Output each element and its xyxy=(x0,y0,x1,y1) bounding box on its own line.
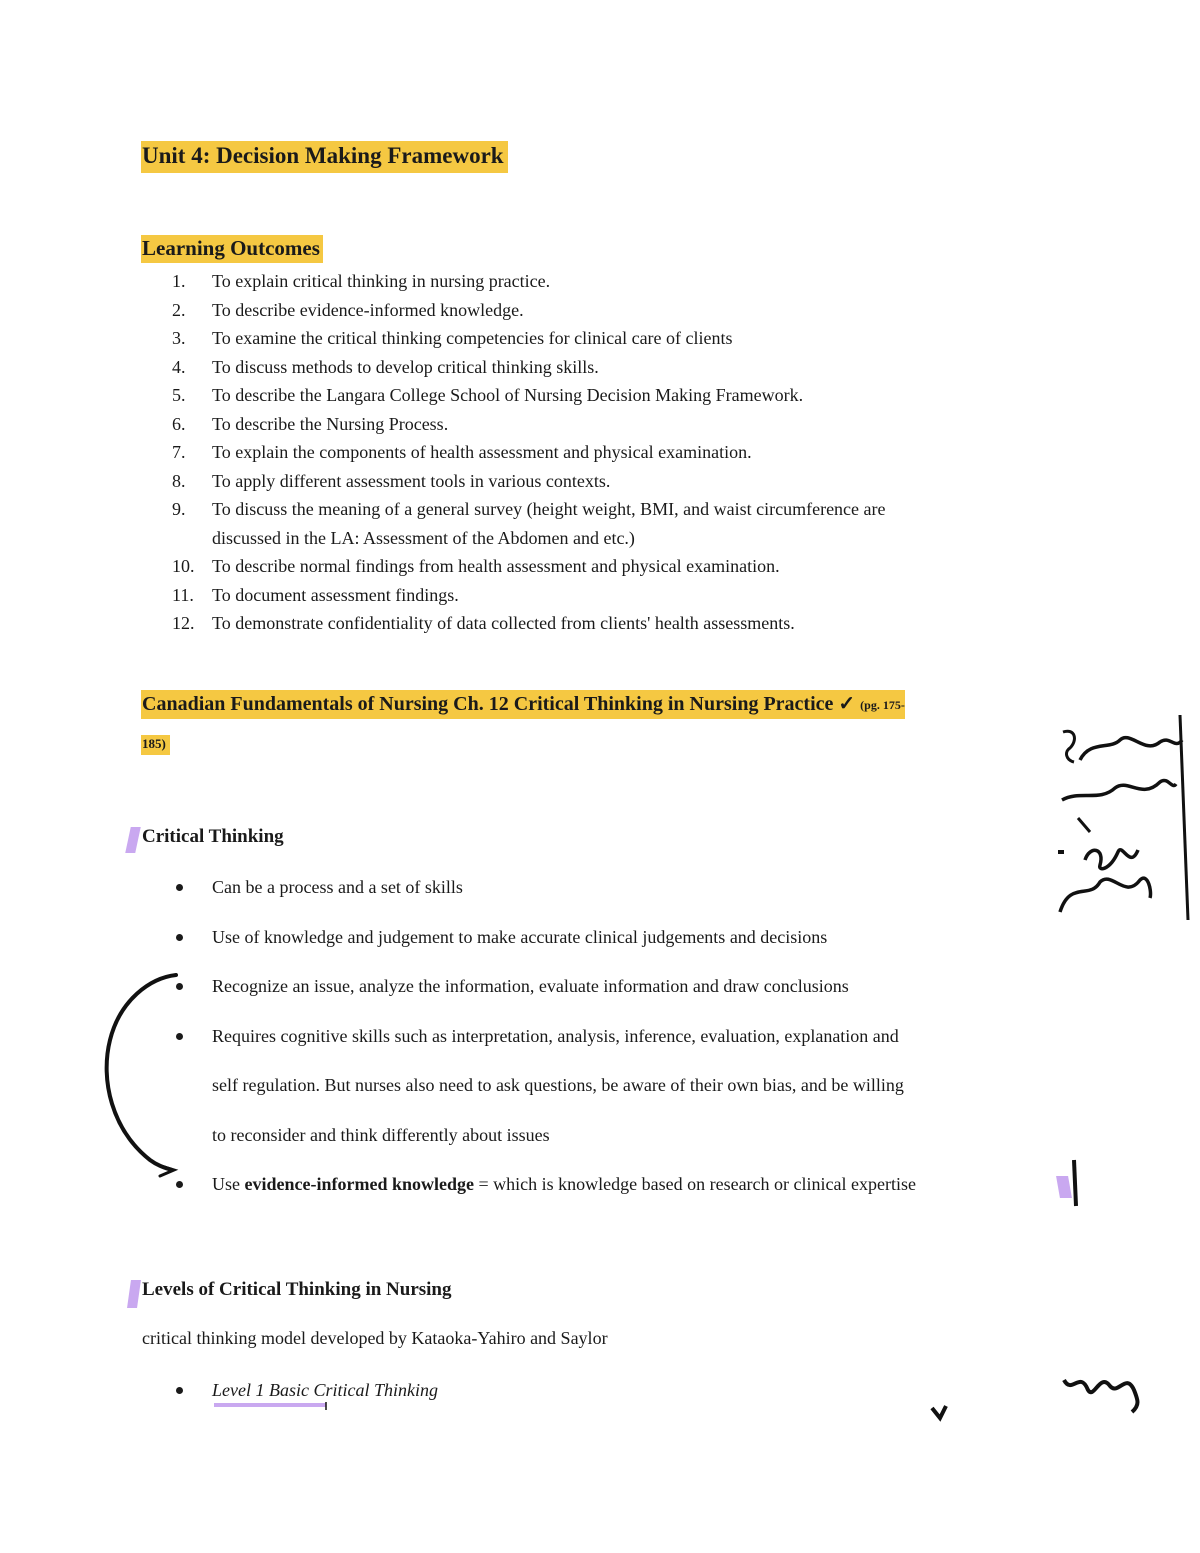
list-item xyxy=(172,467,1062,496)
bold-term: evidence-informed knowledge xyxy=(244,1174,474,1194)
item-text-continued: discussed in the LA: Assessment of the Abdomen and etc.) xyxy=(212,527,635,548)
item-text: To discuss the meaning of a general survey (height weight, BMI, and waist circumference are xyxy=(212,499,886,519)
item-number: 11. xyxy=(172,584,194,605)
list-item xyxy=(172,552,1062,581)
list-item: Can be a process and a set of skills xyxy=(172,863,1072,913)
list-item xyxy=(172,438,1062,467)
chapter-pages-continued: 185) xyxy=(141,735,170,755)
item-text: To describe evidence-informed knowledge. xyxy=(212,299,524,320)
ink-mark xyxy=(932,1406,946,1418)
ink-mark xyxy=(1063,731,1074,762)
ink-mark xyxy=(1078,818,1090,832)
ink-mark xyxy=(1085,850,1138,869)
list-item xyxy=(172,381,1062,410)
ink-mark xyxy=(1074,1160,1076,1206)
list-item xyxy=(172,1160,1072,1210)
item-number: 9. xyxy=(172,499,186,519)
ink-mark xyxy=(1060,878,1151,912)
chapter-title: Canadian Fundamentals of Nursing Ch. 12 Critical Thinking in Nursing Practice ✓ xyxy=(142,693,856,715)
item-text: To discuss methods to develop critical thinking skills. xyxy=(212,356,599,377)
item-text: To describe the Langara College School of Nursing Decision Making Framework. xyxy=(212,385,804,405)
chapter-heading xyxy=(141,690,905,719)
item-text: To explain critical thinking in nursing practice. xyxy=(212,271,551,291)
list-item xyxy=(172,495,1062,552)
item-number: 1. xyxy=(172,271,186,291)
ink-mark xyxy=(1180,715,1188,920)
item-number: 10. xyxy=(172,556,195,576)
item-text: To describe the Nursing Process. xyxy=(212,413,449,434)
item-number: 4. xyxy=(172,356,186,377)
ink-mark xyxy=(1080,738,1182,760)
list-item: Recognize an issue, analyze the information, evaluate information and draw conclusions xyxy=(172,962,1072,1012)
list-item xyxy=(172,296,1062,325)
item-text: Use xyxy=(212,1174,245,1194)
list-item xyxy=(172,267,1062,296)
list-item xyxy=(172,324,1062,353)
levels-intro: critical thinking model developed by Kataoka-Yahiro and Saylor xyxy=(142,1328,608,1348)
unit-title: Unit 4: Decision Making Framework xyxy=(141,141,508,173)
item-text: Requires cognitive skills such as interpretation, analysis, inference, evaluation, explanation and xyxy=(212,1025,899,1046)
bracket-stroke xyxy=(107,975,176,1170)
ink-mark xyxy=(1064,1380,1138,1412)
annotation-marker xyxy=(125,827,141,853)
item-number: 5. xyxy=(172,385,186,405)
list-item xyxy=(172,609,1062,638)
item-text-continued: self regulation. But nurses also need to ask questions, be aware of their own bias, and be willing xyxy=(212,1075,904,1095)
learning-outcomes-heading: Learning Outcomes xyxy=(141,235,323,263)
list-item xyxy=(172,353,1062,382)
critical-thinking-list xyxy=(172,863,1072,1210)
annotation-marker xyxy=(127,1280,141,1308)
item-text: To demonstrate confidentiality of data collected from clients' health assessments. xyxy=(212,613,795,633)
item-text: To explain the components of health assessment and physical examination. xyxy=(212,442,752,462)
list-item: Use of knowledge and judgement to make accurate clinical judgements and decisions xyxy=(172,913,1072,963)
item-text: To apply different assessment tools in various contexts. xyxy=(212,470,611,491)
item-number: 3. xyxy=(172,328,186,348)
list-item: Level 1 Basic Critical Thinking xyxy=(172,1377,1072,1403)
item-number: 2. xyxy=(172,299,186,320)
list-item xyxy=(172,410,1062,439)
item-number: 7. xyxy=(172,442,186,462)
list-item xyxy=(172,581,1062,610)
ink-mark xyxy=(1062,780,1176,800)
item-number: 12. xyxy=(172,613,195,633)
item-text: To examine the critical thinking competencies for clinical care of clients xyxy=(212,328,733,348)
list-item xyxy=(172,1012,1072,1161)
item-number: 8. xyxy=(172,470,186,491)
item-number: 6. xyxy=(172,413,186,434)
item-text: To describe normal findings from health assessment and physical examination. xyxy=(212,556,780,576)
item-text: To document assessment findings. xyxy=(212,584,459,605)
critical-thinking-heading: Critical Thinking xyxy=(142,826,284,847)
learning-outcomes-list xyxy=(172,267,1062,638)
levels-list xyxy=(172,1377,1072,1403)
chapter-pages: (pg. 175- xyxy=(860,698,905,712)
item-text: = which is knowledge based on research or clinical expertise xyxy=(473,1174,916,1194)
item-text-continued: to reconsider and think differently about issues xyxy=(212,1124,550,1145)
levels-heading: Levels of Critical Thinking in Nursing xyxy=(142,1279,452,1300)
